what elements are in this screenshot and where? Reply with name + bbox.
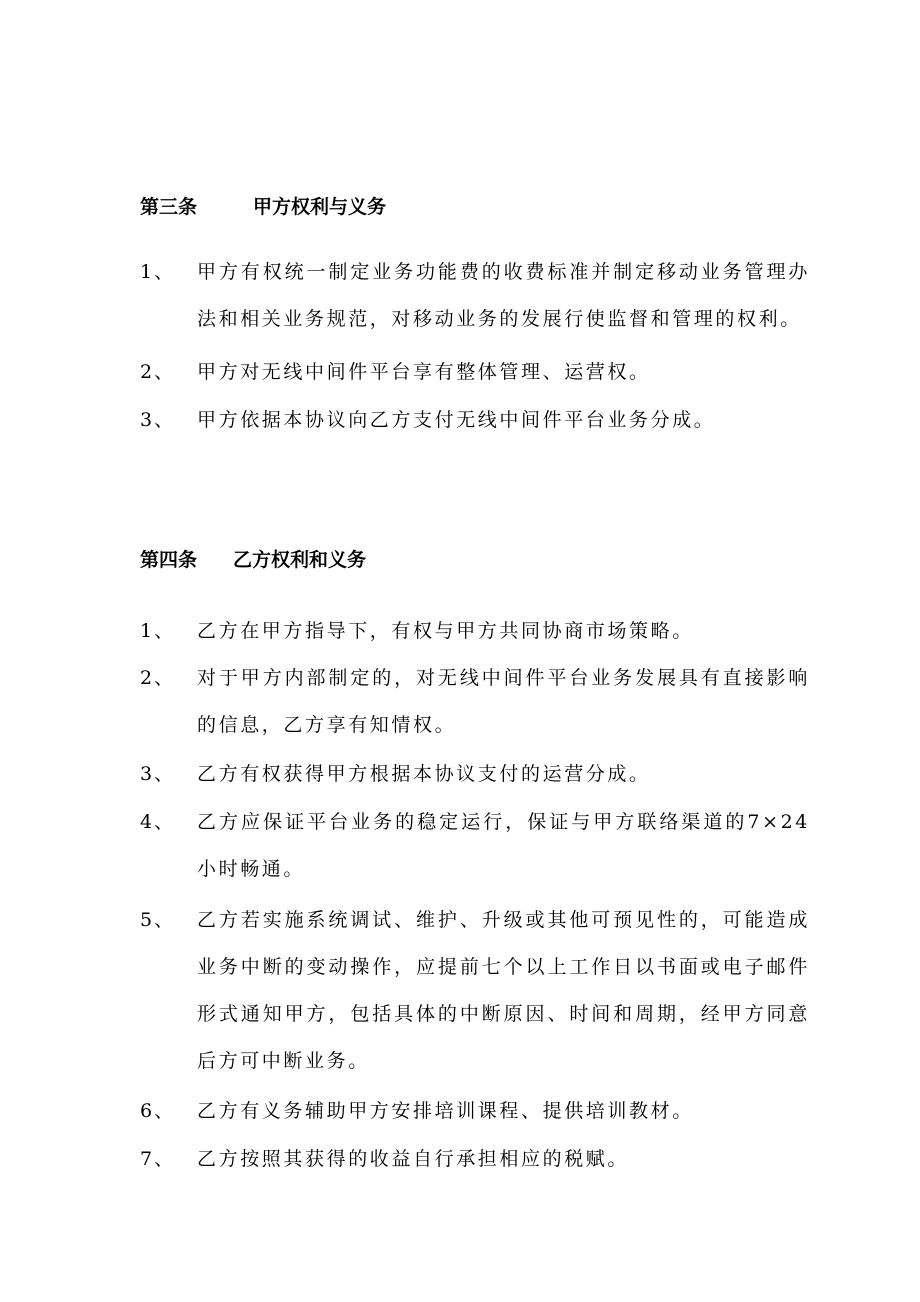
item-text: 乙方在甲方指导下，有权与甲方共同协商市场策略。 bbox=[197, 620, 694, 642]
item-marker: 3、 bbox=[140, 763, 176, 785]
item-marker: 6、 bbox=[140, 1100, 176, 1122]
item-text: 对于甲方内部制定的，对无线中间件平台业务发展具有直接影响的信息，乙方享有知情权。 bbox=[197, 667, 810, 736]
item-marker: 3、 bbox=[140, 409, 176, 431]
list-item bbox=[140, 1136, 820, 1183]
article-number: 第三条 bbox=[140, 196, 198, 218]
list-item bbox=[140, 397, 820, 444]
article-number: 第四条 bbox=[140, 549, 198, 571]
item-text: 乙方有义务辅助甲方安排培训课程、提供培训教材。 bbox=[197, 1100, 694, 1122]
section-heading-article-3 bbox=[140, 195, 386, 219]
item-marker: 1、 bbox=[140, 620, 176, 642]
list-item bbox=[140, 349, 820, 396]
article-title: 甲方权利与义务 bbox=[253, 196, 387, 218]
item-text: 乙方按照其获得的收益自行承担相应的税赋。 bbox=[197, 1148, 630, 1170]
item-text: 乙方应保证平台业务的稳定运行，保证与甲方联络渠道的7×24小时畅通。 bbox=[197, 811, 810, 880]
article-title: 乙方权利和义务 bbox=[233, 549, 367, 571]
section-heading-article-4 bbox=[140, 548, 366, 572]
list-item bbox=[140, 655, 820, 749]
item-marker: 2、 bbox=[140, 667, 176, 689]
list-item bbox=[140, 1088, 820, 1135]
item-marker: 5、 bbox=[140, 909, 176, 931]
list-item bbox=[140, 799, 820, 893]
list-item bbox=[140, 751, 820, 798]
item-marker: 2、 bbox=[140, 361, 176, 383]
item-text: 甲方依据本协议向乙方支付无线中间件平台业务分成。 bbox=[197, 409, 716, 431]
item-marker: 4、 bbox=[140, 811, 176, 833]
list-item bbox=[140, 897, 820, 1085]
item-text: 甲方对无线中间件平台享有整体管理、运营权。 bbox=[197, 361, 651, 383]
list-item bbox=[140, 608, 820, 655]
item-text: 甲方有权统一制定业务功能费的收费标准并制定移动业务管理办法和相关业务规范，对移动业务的发展行使监督和管理的权利。 bbox=[197, 261, 810, 330]
item-marker: 7、 bbox=[140, 1148, 176, 1170]
item-text: 乙方若实施系统调试、维护、升级或其他可预见性的，可能造成业务中断的变动操作，应提前七个以上工作日以书面或电子邮件形式通知甲方，包括具体的中断原因、时间和周期，经甲方同意后方可中断业务。 bbox=[197, 909, 810, 1072]
item-text: 乙方有权获得甲方根据本协议支付的运营分成。 bbox=[197, 763, 651, 785]
item-marker: 1、 bbox=[140, 261, 176, 283]
list-item bbox=[140, 249, 820, 343]
